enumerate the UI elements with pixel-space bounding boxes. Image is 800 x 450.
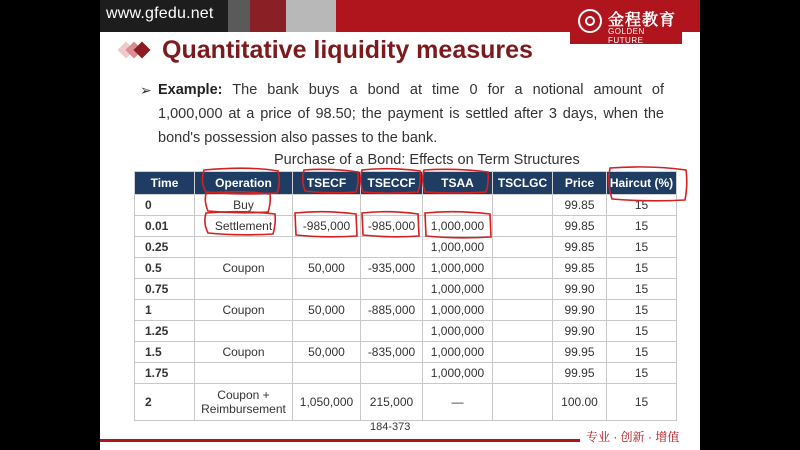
table-cell: 1,000,000 xyxy=(423,237,493,258)
table-cell: 15 xyxy=(607,195,677,216)
table-cell xyxy=(195,321,293,342)
table-cell: 15 xyxy=(607,258,677,279)
table-cell: 99.85 xyxy=(553,237,607,258)
table-cell: 1 xyxy=(135,300,195,321)
table-cell: -835,000 xyxy=(361,342,423,363)
example-line-3: bond's possession also passes to the bank. xyxy=(158,130,438,146)
table-cell xyxy=(493,279,553,300)
table-cell xyxy=(195,237,293,258)
table-cell: Settlement xyxy=(195,216,293,237)
table-cell: 15 xyxy=(607,321,677,342)
table-cell: 1,000,000 xyxy=(423,363,493,384)
table-cell xyxy=(493,300,553,321)
example-paragraph xyxy=(158,78,664,150)
logo-emblem-icon xyxy=(578,9,602,33)
col-header: TSCLGC xyxy=(493,172,553,195)
table-cell xyxy=(423,195,493,216)
table-row xyxy=(135,195,677,216)
table-cell: 15 xyxy=(607,300,677,321)
table-cell: — xyxy=(423,384,493,421)
table-cell: 0.5 xyxy=(135,258,195,279)
table-cell: -985,000 xyxy=(293,216,361,237)
table-cell: -985,000 xyxy=(361,216,423,237)
table-row xyxy=(135,258,677,279)
table-row xyxy=(135,384,677,421)
table-cell xyxy=(361,279,423,300)
col-header: TSECCF xyxy=(361,172,423,195)
table-cell xyxy=(493,384,553,421)
table-cell: Coupon xyxy=(195,258,293,279)
table-caption: Purchase of a Bond: Effects on Term Structures xyxy=(274,152,580,168)
table-cell: -935,000 xyxy=(361,258,423,279)
table-cell: Buy xyxy=(195,195,293,216)
table-cell: 1,000,000 xyxy=(423,300,493,321)
table-cell: 99.95 xyxy=(553,342,607,363)
table-cell xyxy=(361,321,423,342)
table-cell: 50,000 xyxy=(293,300,361,321)
table-cell: 0 xyxy=(135,195,195,216)
col-header: TSECF xyxy=(293,172,361,195)
footer-divider xyxy=(100,439,580,442)
logo-text-cn: 金程教育 xyxy=(608,12,677,29)
table-cell: 1.25 xyxy=(135,321,195,342)
table-row xyxy=(135,300,677,321)
table-cell: 99.95 xyxy=(553,363,607,384)
table-cell: 99.90 xyxy=(553,279,607,300)
table-cell xyxy=(493,342,553,363)
table-cell xyxy=(361,195,423,216)
table-cell: 15 xyxy=(607,216,677,237)
table-cell: 15 xyxy=(607,363,677,384)
table-cell: 215,000 xyxy=(361,384,423,421)
table-cell xyxy=(493,195,553,216)
table-row xyxy=(135,321,677,342)
example-line-2: 1,000,000 at a price of 98.50; the payment is settled after 3 days, when the xyxy=(158,106,664,122)
table-cell xyxy=(493,258,553,279)
table-row xyxy=(135,216,677,237)
table-cell xyxy=(293,321,361,342)
table-cell: 99.90 xyxy=(553,300,607,321)
table-cell: 1.75 xyxy=(135,363,195,384)
table-cell: 15 xyxy=(607,342,677,363)
table-cell: 1.5 xyxy=(135,342,195,363)
table-cell: 0.75 xyxy=(135,279,195,300)
table-row xyxy=(135,237,677,258)
col-header: TSAA xyxy=(423,172,493,195)
table-cell xyxy=(293,195,361,216)
table-cell: 1,050,000 xyxy=(293,384,361,421)
table-cell: 0.25 xyxy=(135,237,195,258)
example-label: Example: xyxy=(158,82,223,98)
brand-logo xyxy=(570,0,682,44)
table-cell xyxy=(493,216,553,237)
table-cell: 15 xyxy=(607,384,677,421)
site-url[interactable]: www.gfedu.net xyxy=(106,5,214,22)
table-cell: Coupon xyxy=(195,342,293,363)
title-diamond-icon xyxy=(114,40,154,64)
table-cell: 100.00 xyxy=(553,384,607,421)
table-cell xyxy=(293,237,361,258)
table-body xyxy=(135,195,677,421)
example-line-1: The bank buys a bond at time 0 for a notional amount of xyxy=(232,82,664,98)
table-cell xyxy=(293,279,361,300)
logo-text-en: GOLDEN FUTURE xyxy=(608,27,645,45)
table-cell: 99.85 xyxy=(553,258,607,279)
table-cell xyxy=(493,321,553,342)
table-row xyxy=(135,363,677,384)
table-cell xyxy=(493,237,553,258)
table-cell: -885,000 xyxy=(361,300,423,321)
table-cell: 1,000,000 xyxy=(423,279,493,300)
table-cell: Coupon xyxy=(195,300,293,321)
table-row xyxy=(135,342,677,363)
table-cell xyxy=(493,363,553,384)
table-cell: 2 xyxy=(135,384,195,421)
table-cell: 99.85 xyxy=(553,195,607,216)
table-cell: 0.01 xyxy=(135,216,195,237)
table-cell xyxy=(293,363,361,384)
footer-slogan: 专业 · 创新 · 增值 xyxy=(586,430,680,444)
slide xyxy=(100,0,700,450)
term-structure-table xyxy=(134,171,677,421)
table-cell: 15 xyxy=(607,237,677,258)
bullet-arrow-icon: ➢ xyxy=(140,82,152,98)
table-cell: 99.90 xyxy=(553,321,607,342)
col-header: Operation xyxy=(195,172,293,195)
col-header: Time xyxy=(135,172,195,195)
table-cell: 1,000,000 xyxy=(423,258,493,279)
page-number: 184-373 xyxy=(370,421,411,433)
table-cell: 50,000 xyxy=(293,342,361,363)
table-cell xyxy=(195,279,293,300)
table-cell: 99.85 xyxy=(553,216,607,237)
table-cell: 1,000,000 xyxy=(423,342,493,363)
col-header: Price xyxy=(553,172,607,195)
table-cell: 1,000,000 xyxy=(423,216,493,237)
table-cell xyxy=(361,237,423,258)
col-header: Haircut (%) xyxy=(607,172,677,195)
table-cell xyxy=(361,363,423,384)
table-cell: Coupon + Reimbursement xyxy=(195,384,293,421)
table-header-row xyxy=(135,172,677,195)
table-cell: 50,000 xyxy=(293,258,361,279)
table-cell: 15 xyxy=(607,279,677,300)
slide-title: Quantitative liquidity measures xyxy=(162,36,533,64)
table-row xyxy=(135,279,677,300)
table-cell xyxy=(195,363,293,384)
table-cell: 1,000,000 xyxy=(423,321,493,342)
